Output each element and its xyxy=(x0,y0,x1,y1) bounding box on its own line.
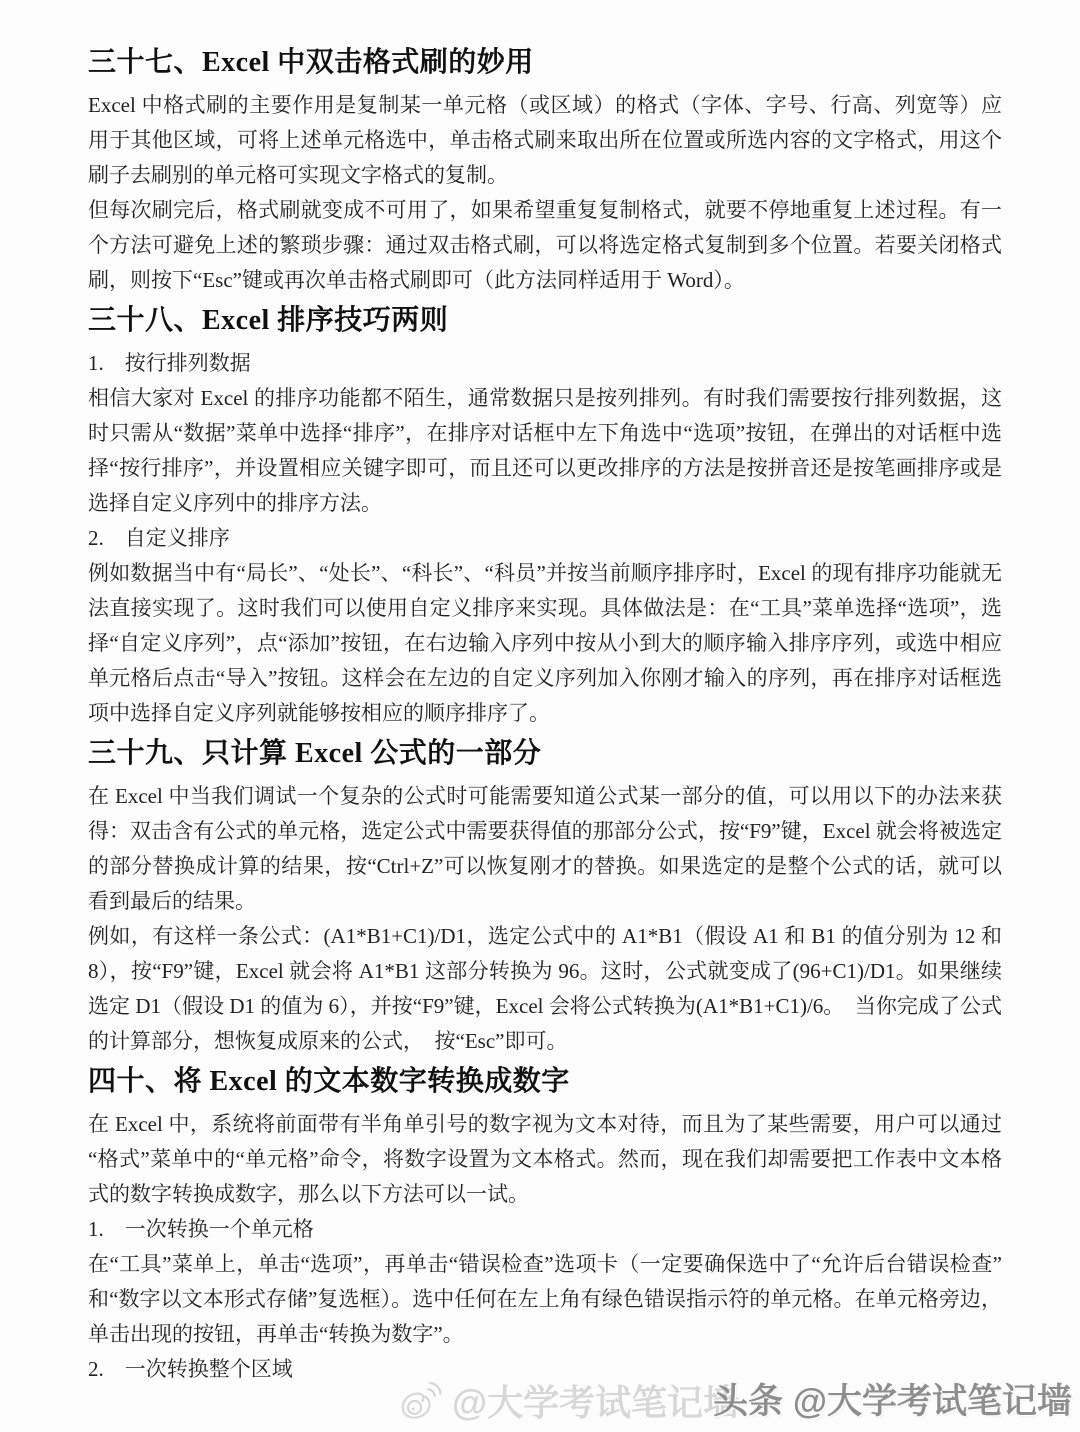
section-heading-39: 三十九、只计算 Excel 公式的一部分 xyxy=(88,738,542,769)
page-footer xyxy=(0,1362,1080,1432)
paragraph: 在 Excel 中，系统将前面带有半角单引号的数字视为文本对待，而且为了某些需要，用户可以通过“格式”菜单中的“单元格”命令，将数字设置为文本格式。然而，现在我们却需要把工作表中文本格式的数字转换成数字，那么以下方法可以一试。 xyxy=(88,1112,1002,1206)
section-heading-40: 四十、将 Excel 的文本数字转换成数字 xyxy=(88,1066,570,1097)
paragraph: Excel 中格式刷的主要作用是复制某一单元格（或区域）的格式（字体、字号、行高、列宽等）应用于其他区域，可将上述单元格选中，单击格式刷来取出所在位置或所选内容的文字格式，用这个刷子去刷别的单元格可实现文字格式的复制。 xyxy=(88,93,1002,187)
list-item: 2. 自定义排序 xyxy=(88,526,230,550)
list-item: 1. 一次转换一个单元格 xyxy=(88,1217,314,1241)
list-item: 2. 一次转换整个区域 xyxy=(88,1357,293,1381)
toutiao-watermark: 头条 @大学考试笔记墙 xyxy=(713,1382,1072,1421)
paragraph: 例如数据当中有“局长”、“处长”、“科长”、“科员”并按当前顺序排序时，Excel 的现有排序功能就无法直接实现了。这时我们可以使用自定义排序来实现。具体做法是：在“工具”菜单选择“选项”，选择“自定义序列”，点“添加”按钮，在右边输入序列中按从小到大的顺序输入排序序列，或选中相应单元格后点击“导入”按钮。这样会在左边的自定义序列加入你刚才输入的序列，再在排序对话框选项中选择自定义序列就能够按相应的顺序排序了。 xyxy=(88,561,1002,725)
paragraph: 例如，有这样一条公式：(A1*B1+C1)/D1，选定公式中的 A1*B1（假设 A1 和 B1 的值分别为 12 和 8），按“F9”键，Excel 就会将 A1*B1 这部分转换为 96。这时，公式就变成了(96+C1)/D1。如果继续选定 D1（假设 D1 的值为 6），并按“F9”键，Excel 会将公式转换为(A1*B1+C1)/6。 当你完成了公式的计算部分，想恢复成原来的公式， 按“Esc”即可。 xyxy=(88,924,1002,1053)
list-item: 1. 按行排列数据 xyxy=(88,351,251,375)
paragraph: 相信大家对 Excel 的排序功能都不陌生，通常数据只是按列排列。有时我们需要按行排列数据，这时只需从“数据”菜单中选择“排序”，在排序对话框中左下角选中“选项”按钮，在弹出的对话框中选择“按行排序”，并设置相应关键字即可，而且还可以更改排序的方法是按拼音还是按笔画排序或是选择自定义序列中的排序方法。 xyxy=(88,386,1002,515)
paragraph: 在“工具”菜单上，单击“选项”，再单击“错误检查”选项卡（一定要确保选中了“允许后台错误检查”和“数字以文本形式存储”复选框）。选中任何在左上角有绿色错误指示符的单元格。在单元格旁边，单击出现的按钮，再单击“转换为数字”。 xyxy=(88,1252,1002,1346)
paragraph: 但每次刷完后，格式刷就变成不可用了，如果希望重复复制格式，就要不停地重复上述过程。有一个方法可避免上述的繁琐步骤：通过双击格式刷，可以将选定格式复制到多个位置。若要关闭格式刷，则按下“Esc”键或再次单击格式刷即可（此方法同样适用于 Word）。 xyxy=(88,198,1002,292)
section-heading-37: 三十七、Excel 中双击格式刷的妙用 xyxy=(88,47,534,78)
section-heading-38: 三十八、Excel 排序技巧两则 xyxy=(88,305,449,336)
weibo-watermark xyxy=(398,1375,739,1426)
weibo-icon xyxy=(398,1379,444,1423)
weibo-watermark-text: @大学考试笔记墙 xyxy=(452,1382,740,1423)
paragraph: 在 Excel 中当我们调试一个复杂的公式时可能需要知道公式某一部分的值，可以用以下的办法来获得：双击含有公式的单元格，选定公式中需要获得值的那部分公式，按“F9”键，Excel 就会将被选定的部分替换成计算的结果，按“Ctrl+Z”可以恢复刚才的替换。如果选定的是整个公式的话，就可以看到最后的结果。 xyxy=(88,784,1002,913)
document-page xyxy=(88,40,1002,1387)
